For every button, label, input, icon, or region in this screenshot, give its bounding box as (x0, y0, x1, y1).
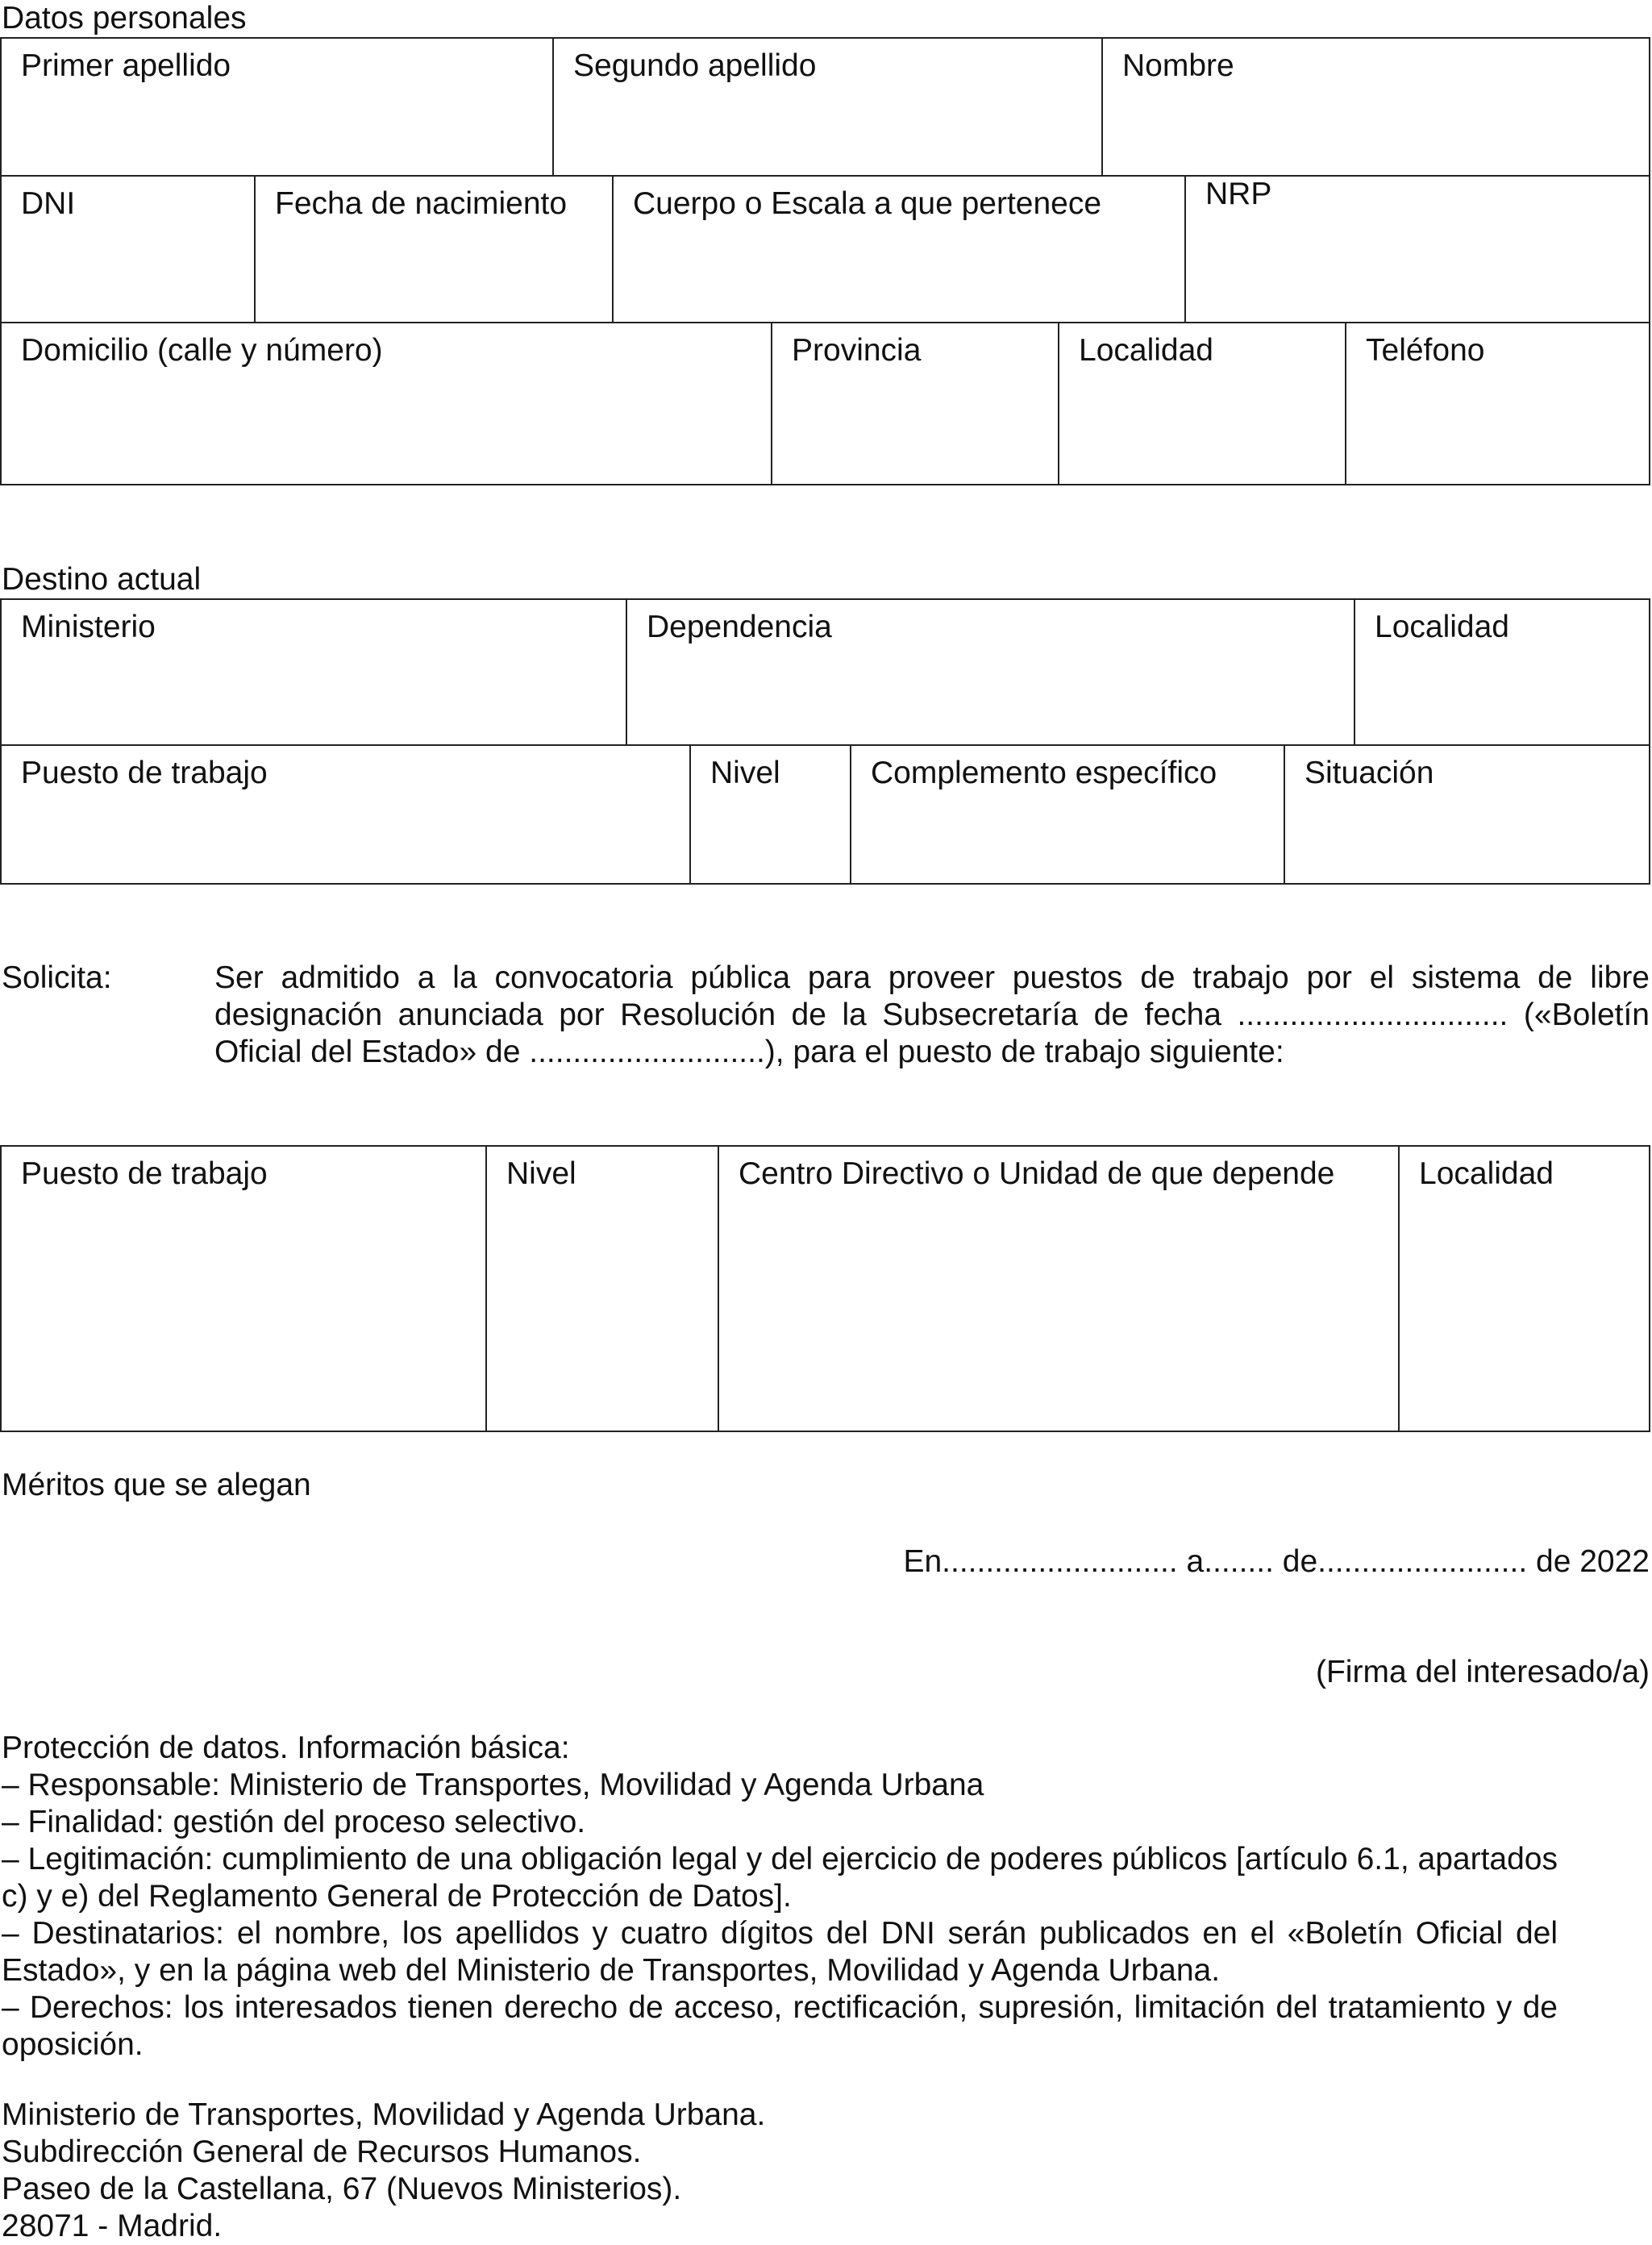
field-nivel-solicitado[interactable] (485, 1147, 718, 1431)
field-nivel-actual[interactable] (689, 746, 850, 885)
field-centro-directivo[interactable] (718, 1147, 1398, 1431)
field-label: Nombre (1122, 48, 1234, 83)
field-label: Situación (1305, 756, 1434, 790)
field-fecha-nacimiento[interactable] (254, 177, 612, 322)
field-telefono[interactable] (1345, 323, 1649, 484)
field-cuerpo-escala[interactable] (612, 177, 1184, 322)
field-dependencia[interactable] (626, 600, 1354, 744)
proteccion-datos-item: – Legitimación: cumplimiento de una obligación legal y del ejercicio de poderes públicos [artículo 6.1, apartados c) y e) del Reglamento General de Protección de Datos]. (2, 1842, 1558, 1914)
field-localidad-solicitada[interactable] (1398, 1147, 1649, 1431)
field-puesto-trabajo-solicitado[interactable] (2, 1147, 485, 1431)
field-domicilio[interactable] (2, 323, 771, 484)
field-label: Cuerpo o Escala a que pertenece (633, 186, 1102, 221)
field-segundo-apellido[interactable] (552, 39, 1101, 175)
field-provincia[interactable] (771, 323, 1058, 484)
field-nrp[interactable] (1184, 177, 1649, 322)
field-label: Segundo apellido (573, 48, 817, 83)
datos-personales-table (0, 37, 1650, 485)
field-dni[interactable] (2, 177, 254, 322)
solicita-label: Solicita: (2, 960, 112, 995)
puesto-solicitado-table (0, 1145, 1650, 1432)
field-label: Provincia (792, 333, 922, 368)
direccion-block (2, 2097, 765, 2245)
field-label: Fecha de nacimiento (275, 186, 568, 221)
table-row (2, 600, 1649, 744)
field-puesto-trabajo-actual[interactable] (2, 746, 689, 885)
field-nombre[interactable] (1101, 39, 1649, 175)
field-situacion[interactable] (1284, 746, 1649, 885)
table-row (2, 323, 1649, 484)
field-localidad-destino[interactable] (1354, 600, 1649, 744)
proteccion-datos-item: – Derechos: los interesados tienen derecho de acceso, rectificación, supresión, limitación del tratamiento y de oposición. (2, 1990, 1558, 2062)
field-label: Primer apellido (21, 48, 231, 83)
proteccion-datos-title: Protección de datos. Información básica: (2, 1731, 570, 1765)
proteccion-datos (2, 1730, 1558, 2064)
field-label: Localidad (1419, 1156, 1554, 1191)
direccion-line: Paseo de la Castellana, 67 (Nuevos Ministerios). (2, 2172, 682, 2206)
field-label: NRP (1205, 177, 1272, 211)
field-label: Puesto de trabajo (21, 1156, 268, 1191)
field-label: Localidad (1079, 333, 1213, 368)
destino-actual-table (0, 598, 1650, 885)
field-primer-apellido[interactable] (2, 39, 552, 175)
table-row (2, 746, 1649, 885)
field-label: Ministerio (21, 610, 156, 644)
field-label: Nivel (506, 1156, 576, 1191)
field-label: DNI (21, 186, 76, 221)
direccion-line: Ministerio de Transportes, Movilidad y Agenda Urbana. (2, 2097, 766, 2132)
table-row (2, 177, 1649, 322)
field-label: Centro Directivo o Unidad de que depende (739, 1156, 1335, 1191)
field-label: Dependencia (647, 610, 832, 644)
proteccion-datos-item: – Destinatarios: el nombre, los apellidos y cuatro dígitos del DNI serán publicados en el «Boletín Oficial del Estado», y en la página web del Ministerio de Transportes, Movilidad y Agenda Urbana. (2, 1916, 1558, 1988)
field-localidad[interactable] (1058, 323, 1345, 484)
meritos-label: Méritos que se alegan (2, 1468, 311, 1502)
section-title-destino-actual: Destino actual (2, 562, 202, 597)
field-complemento-especifico[interactable] (850, 746, 1284, 885)
firma-label: (Firma del interesado/a) (1316, 1655, 1650, 1689)
field-label: Teléfono (1366, 333, 1485, 368)
field-label: Puesto de trabajo (21, 756, 268, 790)
field-label: Localidad (1375, 610, 1509, 644)
proteccion-datos-item: – Finalidad: gestión del proceso selectivo. (2, 1805, 586, 1839)
field-label: Nivel (710, 756, 780, 790)
proteccion-datos-item: – Responsable: Ministerio de Transportes, Movilidad y Agenda Urbana (2, 1768, 984, 1802)
field-ministerio[interactable] (2, 600, 626, 744)
direccion-line: Subdirección General de Recursos Humanos. (2, 2135, 642, 2169)
solicita-text: Ser admitido a la convocatoria pública para proveer puestos de trabajo por el sistema de libre designación anunciada por Resolución de la Subsecretaría de fecha ............................... («Boletín Oficial del Estado» de ...........................), para el puesto de trabajo siguiente: (214, 960, 1650, 1069)
direccion-line: 28071 - Madrid. (2, 2209, 223, 2243)
table-row (2, 39, 1649, 175)
field-label: Domicilio (calle y número) (21, 333, 383, 368)
field-label: Complemento específico (871, 756, 1217, 790)
section-title-datos-personales: Datos personales (2, 1, 247, 35)
fecha-lugar-line: En........................... a........ de........................ de 2022 (903, 1544, 1650, 1579)
